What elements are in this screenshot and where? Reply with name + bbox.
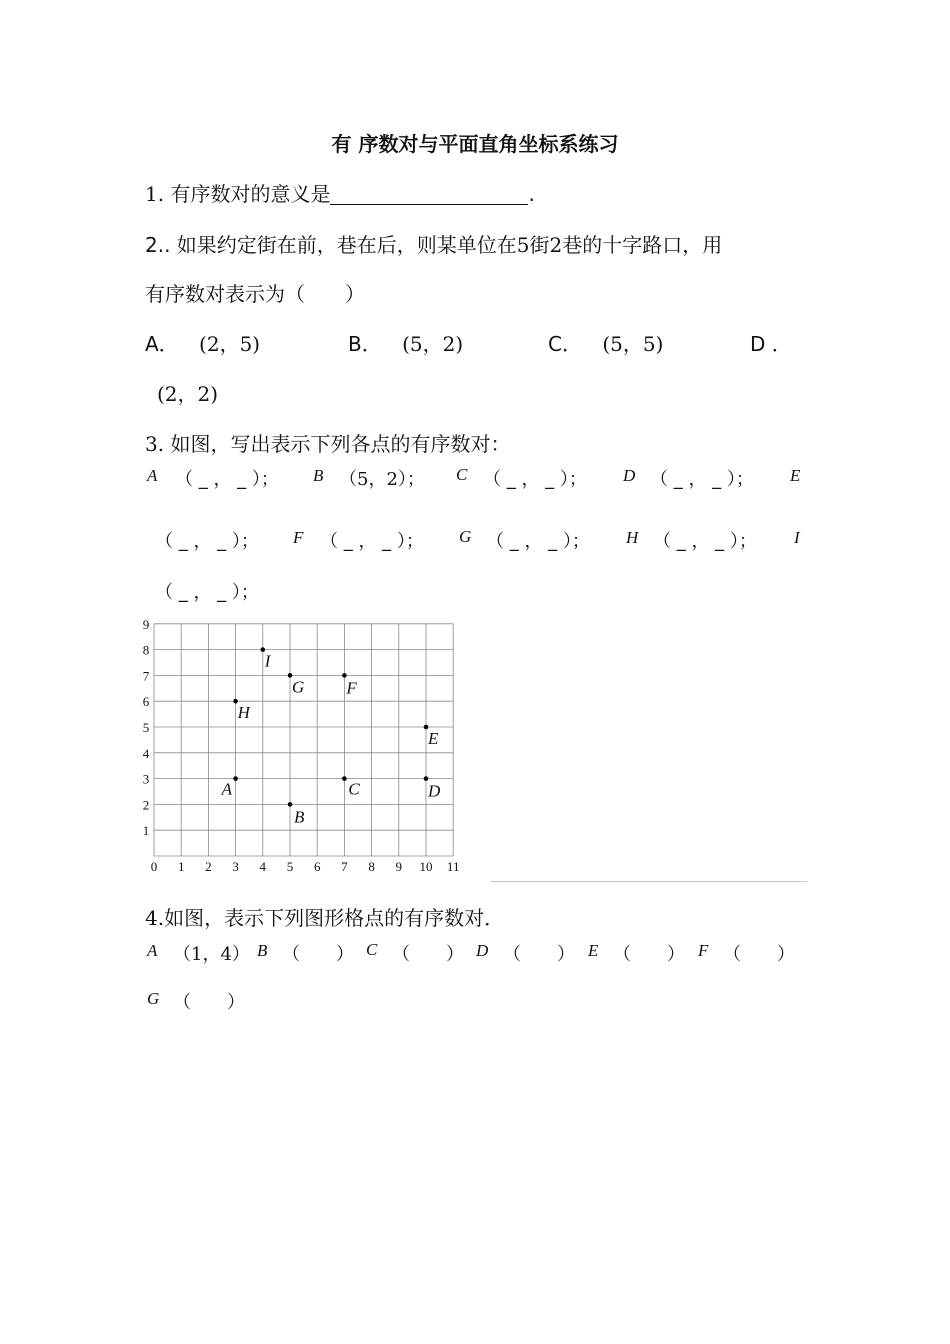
option-value: (5，2) xyxy=(402,332,464,356)
point-label: D xyxy=(623,466,636,485)
option-d-value: (2，2) xyxy=(157,382,219,406)
option-a[interactable] xyxy=(145,328,260,357)
x-tick-label: 9 xyxy=(395,859,403,874)
x-tick-label: 7 xyxy=(341,859,348,874)
question-text: 如图，写出表示下列各点的有序数对： xyxy=(170,432,511,456)
x-tick-label: 5 xyxy=(286,859,294,874)
point-d-marker xyxy=(424,776,429,781)
answer-slot[interactable]: （ _ ， _ ）； xyxy=(175,469,279,490)
question-4 xyxy=(145,902,504,931)
point-label: A xyxy=(147,941,158,960)
point-label: E xyxy=(588,941,599,960)
option-value: (5，5) xyxy=(602,332,664,356)
page-title: 有 序数对与平面直角坐标系练习 xyxy=(331,132,619,156)
point-c-label: C xyxy=(348,779,360,799)
answer-slot[interactable]: （ ） xyxy=(392,944,464,965)
answer-slot[interactable]: （ _ ， _ ）； xyxy=(155,582,259,603)
option-c[interactable] xyxy=(548,328,663,357)
question-number: 3. xyxy=(145,432,165,456)
y-tick-label: 2 xyxy=(142,797,150,813)
point-label: H xyxy=(626,528,639,547)
question-1 xyxy=(145,178,535,207)
point-b-marker xyxy=(288,802,293,807)
x-tick-label: 1 xyxy=(177,859,185,874)
point-h-label: H xyxy=(237,703,250,723)
option-label: C． xyxy=(548,332,582,356)
answer-slot: （5，2）； xyxy=(339,469,425,490)
point-label: B xyxy=(257,941,268,960)
x-tick-label: 0 xyxy=(150,859,158,874)
grid-points xyxy=(221,647,441,826)
question-text: 如图，表示下列图形格点的有序数对． xyxy=(164,906,505,930)
divider xyxy=(490,881,807,882)
point-label: F xyxy=(698,941,709,960)
x-tick-label: 6 xyxy=(313,859,321,874)
point-label: G xyxy=(459,527,472,546)
y-tick-label: 6 xyxy=(142,694,150,710)
text-jie: 街 xyxy=(529,233,550,257)
point-f-marker xyxy=(342,673,347,678)
point-g-label: G xyxy=(292,677,305,697)
point-label: A xyxy=(147,466,158,485)
x-tick-label: 4 xyxy=(259,859,267,874)
option-label: B． xyxy=(348,332,382,356)
option-label: A． xyxy=(145,332,179,356)
answer-slot[interactable]: （ _ ， _ ）； xyxy=(320,531,424,552)
y-tick-label: 7 xyxy=(142,668,150,684)
answer-slot[interactable]: （ ） xyxy=(282,944,354,965)
answer-slot[interactable]: （ ） xyxy=(723,944,795,965)
x-tick-label: 8 xyxy=(368,859,375,874)
x-tick-label: 2 xyxy=(205,859,212,874)
question-end: . xyxy=(528,182,535,206)
x-tick-label: 10 xyxy=(419,859,433,874)
y-tick-label: 3 xyxy=(142,771,150,787)
answer-blank[interactable] xyxy=(330,182,528,205)
question-number: 4. xyxy=(145,906,165,930)
point-label: E xyxy=(790,466,801,485)
point-label: D xyxy=(476,941,489,960)
coordinate-grid xyxy=(140,612,470,882)
point-label: B xyxy=(313,466,324,485)
number-5: 5 xyxy=(516,233,530,257)
y-tick-label: 1 xyxy=(142,823,150,839)
point-label: C xyxy=(456,465,468,484)
x-tick-label: 11 xyxy=(446,859,460,874)
question-text-2: 巷的十字路口，用 xyxy=(562,233,723,257)
answer-slot: （1，4） xyxy=(173,944,250,965)
answer-slot[interactable]: （ ） xyxy=(503,944,575,965)
y-tick-label: 8 xyxy=(142,642,150,658)
answer-slot[interactable]: （ _ ， _ ）； xyxy=(155,531,259,552)
point-label: F xyxy=(293,528,304,547)
point-i-label: I xyxy=(264,651,271,671)
question-text: 2.. 如果约定街在前，巷在后，则某单位在 xyxy=(145,233,517,257)
answer-slot[interactable]: （ _ ， _ ）； xyxy=(650,469,754,490)
number-2: 2 xyxy=(549,233,563,257)
q3-answers-row-1 xyxy=(145,465,815,493)
option-d[interactable] xyxy=(750,328,792,357)
point-f-label: F xyxy=(346,678,357,698)
y-tick-label: 4 xyxy=(142,745,150,761)
option-value: (2，5) xyxy=(199,332,261,356)
answer-slot[interactable]: （ _ ， _ ）； xyxy=(486,531,590,552)
point-label: I xyxy=(794,528,800,547)
y-tick-label: 5 xyxy=(142,720,150,735)
option-b[interactable] xyxy=(348,328,463,357)
point-d-label: D xyxy=(428,781,441,801)
point-label: G xyxy=(147,989,160,1008)
answer-slot[interactable]: （ _ ， _ ）； xyxy=(483,469,587,490)
point-a-marker xyxy=(233,776,238,781)
point-c-marker xyxy=(342,776,347,781)
question-3 xyxy=(145,428,510,457)
q3-answers-row-2 xyxy=(145,527,815,555)
q4-answers-row-1 xyxy=(145,940,815,968)
y-tick-label: 9 xyxy=(142,616,150,632)
point-label: C xyxy=(366,940,378,959)
question-2-line-1 xyxy=(145,229,722,258)
question-2-line-2: 有序数对表示为（ ） xyxy=(145,282,365,306)
point-a-label: A xyxy=(221,779,232,799)
option-label: D ． xyxy=(750,332,792,356)
answer-slot[interactable]: （ _ ， _ ）； xyxy=(653,531,757,552)
question-text: 有序数对的意义是 xyxy=(170,182,331,206)
question-number: 1. xyxy=(145,182,165,206)
point-b-label: B xyxy=(294,807,305,827)
x-tick-label: 3 xyxy=(232,859,239,874)
answer-slot[interactable]: （ ） xyxy=(613,944,685,965)
point-e-label: E xyxy=(428,729,439,748)
q3-answers-row-3 xyxy=(145,578,345,606)
axis-ticks xyxy=(143,617,460,874)
answer-slot[interactable]: （ ） xyxy=(173,992,245,1013)
q4-answers-row-2 xyxy=(145,988,345,1016)
